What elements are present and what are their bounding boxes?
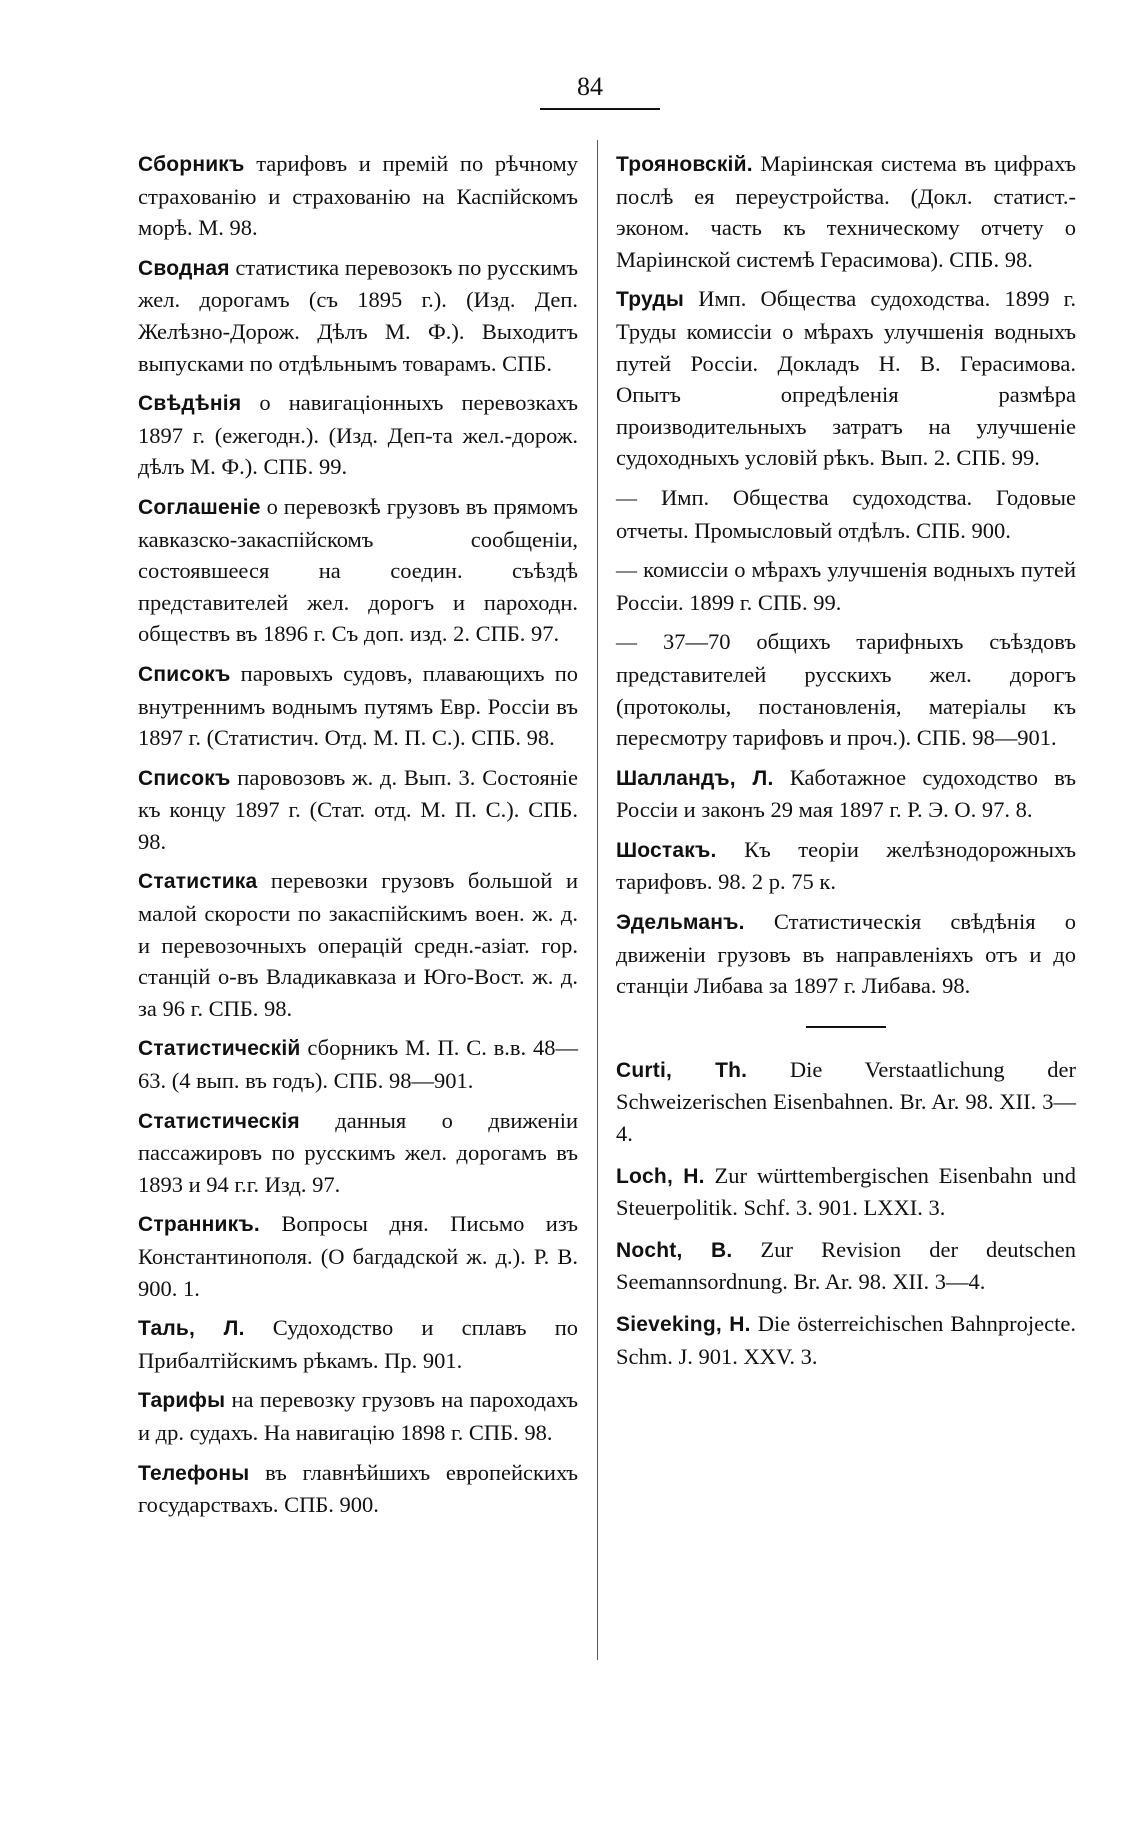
bibliography-entry: [138, 865, 578, 1024]
entry-text: Die Verstaatlichung der Schweizerischen Eisenbahnen. Br. Ar. 98. XII. 3—4.: [616, 1056, 1076, 1147]
entry-heading: Loch, H.: [616, 1164, 705, 1188]
entry-text: Имп. Общества судоходства. 1899 г. Труды комиссіи о мѣрахъ улучшенія водныхъ путей Россіи. Докладъ Н. В. Герасимова. Опытъ опредѣленія размѣра производительныхъ затратъ на улучшеніе судоходныхъ условій рѣкъ. Вып. 2. СПБ. 99.: [616, 286, 1076, 471]
entry-text: сборникъ М. П. С. в.в. 48—63. (4 вып. въ годъ). СПБ. 98—901.: [138, 1035, 578, 1094]
entry-heading: Списокъ: [138, 766, 231, 790]
entry-heading: Соглашеніе: [138, 495, 261, 519]
entry-text: паровыхъ судовъ, плавающихъ по внутреннимъ воднымъ путямъ Евр. Россіи въ 1897 г. (Статистич. Отд. М. П. С.). СПБ. 98.: [138, 660, 578, 751]
bibliography-entry: [616, 1308, 1076, 1372]
entry-heading: Тарифы: [138, 1389, 226, 1413]
page-number: 84: [577, 72, 603, 101]
bibliography-entry: [616, 906, 1076, 1002]
entry-heading: Статистика: [138, 870, 258, 894]
entry-text: комиссіи о мѣрахъ улучшенія водныхъ путей Россіи. 1899 г. СПБ. 99.: [616, 557, 1076, 615]
entry-text: Вопросы дня. Письмо изъ Константинополя. (О багдадской ж. д.). Р. В. 900. 1.: [138, 1211, 578, 1301]
bibliography-entry: [138, 658, 578, 754]
bibliography-entry: [138, 1032, 578, 1096]
entry-text: тарифовъ и премій по рѣчному страхованію и страхованію на Каспійскомъ морѣ. М. 98.: [138, 151, 578, 241]
entry-heading: Списокъ: [138, 662, 231, 686]
bibliography-entry-continuation: [616, 554, 1076, 618]
bibliography-entry: [616, 834, 1076, 898]
entry-text: Каботажное судоходство въ Россіи и законъ 29 мая 1897 г. Р. Э. О. 97. 8.: [616, 764, 1076, 823]
entry-heading: Curti, Th.: [616, 1058, 748, 1082]
bibliography-entry-continuation: [616, 626, 1076, 753]
bibliography-entry: [138, 1105, 578, 1201]
entry-text: въ главнѣйшихъ европейскихъ государствахъ. СПБ. 900.: [138, 1459, 578, 1518]
entry-text: перевозки грузовъ большой и малой скорости по закаспійскимъ воен. ж. д. и перевозочныхъ операцій средн.-азіат. гор. станцій о-въ Владикавказа и Юго-Вост. ж. д. за 96 г. СПБ. 98.: [138, 868, 578, 1021]
bibliography-entry: [138, 1312, 578, 1376]
entry-text: Судоходство и сплавъ по Прибалтійскимъ рѣкамъ. Пр. 901.: [138, 1315, 578, 1373]
entry-text: Къ теоріи желѣзнодорожныхъ тарифовъ. 98. 2 р. 75 к.: [616, 836, 1076, 895]
entry-text: данныя о движеніи пассажировъ по русскимъ жел. дорогамъ въ 1893 и 94 г.г. Изд. 97.: [138, 1107, 578, 1197]
entry-dash: —: [616, 558, 638, 583]
entry-text: Zur württembergischen Eisenbahn und Steuerpolitik. Schf. 3. 901. LXXI. 3.: [616, 1162, 1077, 1221]
entry-heading: Таль, Л.: [138, 1317, 245, 1341]
entry-text: паровозовъ ж. д. Вып. 3. Состояніе къ концу 1897 г. (Стат. отд. М. П. С.). СПБ. 98.: [138, 764, 578, 854]
bibliography-entry-continuation: [616, 482, 1076, 546]
entry-text: Статистическія свѣдѣнія о движеніи грузовъ въ направленіяхъ отъ и до станціи Либава за 1897 г. Либава. 98.: [616, 909, 1076, 999]
entry-dash: —: [616, 630, 638, 655]
entry-heading: Труды: [616, 288, 684, 312]
bibliography-entry: [138, 491, 578, 650]
entry-heading: Сборникъ: [138, 153, 245, 176]
entry-text: Die österreichischen Bahnprojecte. Schm. J. 901. XXV. 3.: [616, 1311, 1076, 1369]
entry-heading: Сводная: [138, 256, 230, 280]
bibliography-entry: [616, 1234, 1076, 1298]
entry-text: на перевозку грузовъ на пароходахъ и др. судахъ. На навигацію 1898 г. СПБ. 98.: [138, 1387, 578, 1445]
bibliography-entry: [616, 1054, 1076, 1150]
section-divider: [806, 1026, 886, 1028]
left-column: [138, 148, 578, 1529]
bibliography-entry: [616, 762, 1076, 826]
entry-text: Маріинская система въ цифрахъ послѣ ея переустройства. (Докл. статист.-эконом. часть къ техническому отчету о Маріинской системѣ Герасимова). СПБ. 98.: [616, 151, 1076, 272]
bibliography-entry: [616, 148, 1076, 275]
entry-heading: Статистическій: [138, 1037, 301, 1061]
bibliography-entry: [138, 1208, 578, 1304]
entry-text: Zur Revision der deutschen Seemannsordnung. Br. Ar. 98. XII. 3—4.: [616, 1236, 1076, 1295]
entry-dash: —: [616, 485, 638, 510]
bibliography-entry: [138, 148, 578, 244]
entry-text: о навигаціонныхъ перевозкахъ 1897 г. (ежегодн.). (Изд. Деп-та жел.-дорож. дѣлъ М. Ф.). СПБ. 99.: [138, 390, 578, 480]
entry-heading: Телефоны: [138, 1461, 250, 1485]
column-divider: [597, 140, 598, 1660]
bibliography-entry: [616, 1160, 1076, 1224]
entry-heading: Трояновскій.: [616, 153, 753, 176]
entry-heading: Эдельманъ.: [616, 911, 745, 935]
entry-heading: Свѣдѣнія: [138, 392, 242, 416]
bibliography-entry: [138, 1384, 578, 1448]
entry-text: 37—70 общихъ тарифныхъ съѣздовъ представителей русскихъ жел. дорогъ (протоколы, постановленія, матеріалы къ пересмотру тарифовъ и проч.). СПБ. 98—901.: [616, 629, 1076, 751]
entry-heading: Шалландъ, Л.: [616, 766, 774, 790]
entry-heading: Nocht, B.: [616, 1238, 733, 1262]
right-column: [616, 148, 1076, 1382]
header-rule: [540, 108, 660, 110]
entry-text: Имп. Общества судоходства. Годовые отчеты. Промысловый отдѣлъ. СПБ. 900.: [616, 484, 1076, 543]
entry-heading: Странникъ.: [138, 1213, 260, 1237]
entry-heading: Sieveking, H.: [616, 1313, 751, 1336]
bibliography-entry: [616, 283, 1076, 474]
entry-text: статистика перевозокъ по русскимъ жел. дорогамъ (съ 1895 г.). (Изд. Деп. Желѣзно-Дорож. Дѣлъ М. Ф.). Выходитъ выпусками по отдѣльнымъ товарамъ. СПБ.: [138, 254, 578, 376]
bibliography-entry: [138, 252, 578, 379]
bibliography-entry: [138, 387, 578, 483]
entry-heading: Статистическія: [138, 1109, 300, 1133]
bibliography-entry: [138, 1457, 578, 1521]
entry-heading: Шостакъ.: [616, 838, 717, 862]
bibliography-entry: [138, 762, 578, 858]
entry-text: о перевозкѣ грузовъ въ прямомъ кавказско-закаспійскомъ сообщеніи, состоявшееся на соедин. съѣздѣ представителей жел. дорогъ и пароходн. обществъ въ 1896 г. Съ доп. изд. 2. СПБ. 97.: [138, 493, 578, 647]
